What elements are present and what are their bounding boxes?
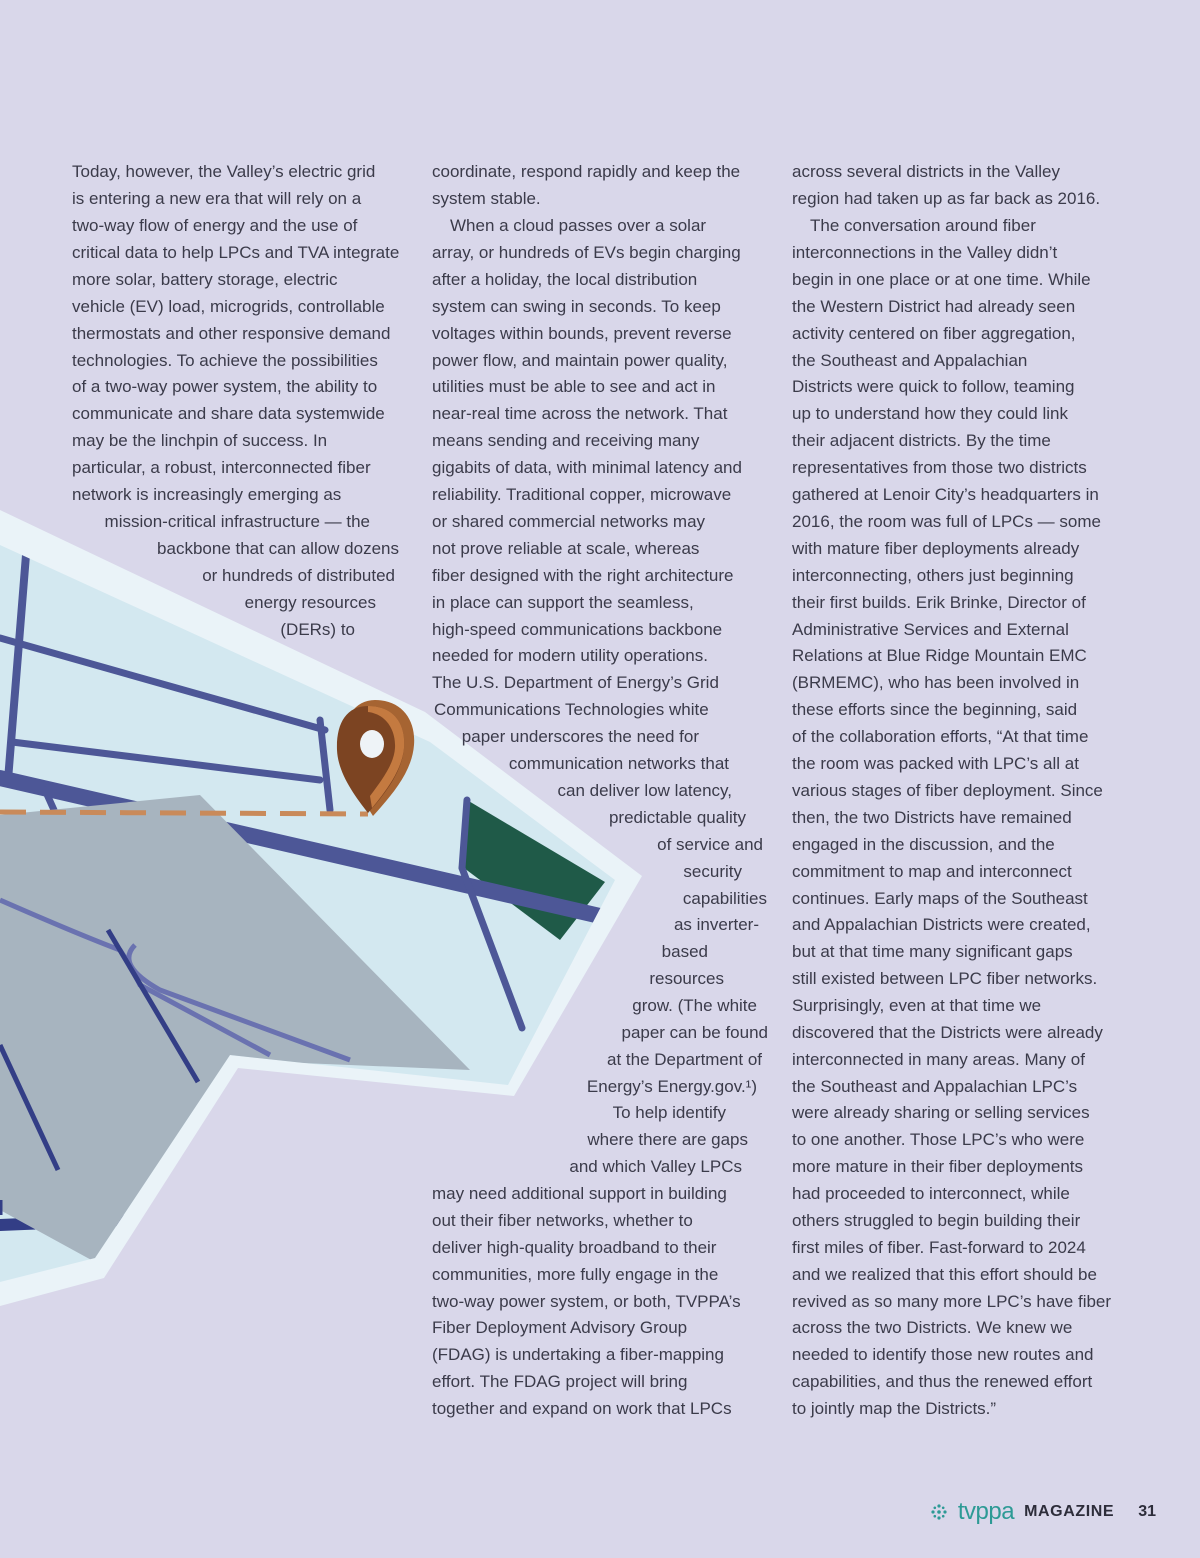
body-line: up to understand how they could link	[792, 404, 1068, 423]
body-line: 2016, the room was full of LPCs — some	[792, 512, 1101, 531]
body-line: system stable.	[432, 189, 541, 208]
body-line: communication networks that	[508, 754, 729, 773]
body-line: the room was packed with LPC’s all at	[792, 754, 1079, 773]
body-line: The U.S. Department of Energy’s Grid	[432, 673, 719, 692]
body-line: had proceeded to interconnect, while	[792, 1184, 1070, 1203]
body-line: the Southeast and Appalachian LPC’s	[792, 1077, 1078, 1096]
body-line: paper underscores the need for	[461, 727, 699, 746]
body-line: capabilities	[682, 889, 767, 908]
body-line: critical data to help LPCs and TVA integrate	[72, 243, 400, 262]
body-line: high-speed communications backbone	[432, 620, 723, 639]
body-line: (FDAG) is undertaking a fiber-mapping	[432, 1345, 724, 1364]
body-line: and which Valley LPCs	[569, 1157, 742, 1176]
body-line: Fiber Deployment Advisory Group	[432, 1318, 688, 1337]
body-line: resources	[649, 969, 724, 988]
body-line: interconnected in many areas. Many of	[792, 1050, 1085, 1069]
body-line: power flow, and maintain power quality,	[432, 351, 728, 370]
page-footer	[930, 1500, 1156, 1524]
body-line: Districts were quick to follow, teaming	[792, 377, 1075, 396]
body-line: utilities must be able to see and act in	[432, 377, 716, 396]
body-line: Energy’s Energy.gov.¹)	[586, 1077, 757, 1096]
body-line: technologies. To achieve the possibilities	[72, 351, 378, 370]
body-line: of a two-way power system, the ability to	[72, 377, 378, 396]
body-line: reliability. Traditional copper, microwave	[432, 485, 732, 504]
body-line: paper can be found	[621, 1023, 768, 1042]
body-line: system can swing in seconds. To keep	[432, 297, 721, 316]
body-line: begin in one place or at one time. While	[792, 270, 1091, 289]
body-line: is entering a new era that will rely on a	[72, 189, 362, 208]
body-line: vehicle (EV) load, microgrids, controllable	[72, 297, 385, 316]
body-line: means sending and receiving many	[432, 431, 700, 450]
body-line: their first builds. Erik Brinke, Director of	[792, 593, 1086, 612]
body-line: in place can support the seamless,	[432, 593, 694, 612]
body-line: not prove reliable at scale, whereas	[432, 539, 700, 558]
page-number: 31	[1138, 1503, 1156, 1520]
body-line: where there are gaps	[587, 1130, 748, 1149]
body-line: coordinate, respond rapidly and keep the	[432, 162, 741, 181]
body-line: or hundreds of distributed	[202, 566, 395, 585]
body-line: were already sharing or selling services	[792, 1103, 1090, 1122]
body-line: communities, more fully engage in the	[432, 1265, 719, 1284]
body-line: two-way power system, or both, TVPPA’s	[432, 1292, 741, 1311]
body-line: grow. (The white	[632, 996, 757, 1015]
body-line: first miles of fiber. Fast-forward to 2024	[792, 1238, 1086, 1257]
body-line: based	[661, 942, 708, 961]
body-line: backbone that can allow dozens	[157, 539, 399, 558]
body-line: needed for modern utility operations.	[432, 646, 708, 665]
body-line: security	[683, 862, 742, 881]
body-line: these efforts since the beginning, said	[792, 700, 1078, 719]
body-line: continues. Early maps of the Southeast	[792, 889, 1088, 908]
body-line: voltages within bounds, prevent reverse	[432, 324, 732, 343]
body-line: predictable quality	[608, 808, 746, 827]
body-line: capabilities, and thus the renewed effort	[792, 1372, 1093, 1391]
body-line: out their fiber networks, whether to	[432, 1211, 693, 1230]
body-line: various stages of fiber deployment. Since	[792, 781, 1103, 800]
body-line: mission-critical infrastructure — the	[104, 512, 370, 531]
body-line: Communications Technologies white	[434, 700, 709, 719]
body-line: may be the linchpin of success. In	[72, 431, 328, 450]
body-line: gathered at Lenoir City’s headquarters in	[792, 485, 1099, 504]
body-line: then, the two Districts have remained	[792, 808, 1072, 827]
body-line: others struggled to begin building their	[792, 1211, 1081, 1230]
body-line: needed to identify those new routes and	[792, 1345, 1094, 1364]
body-line: communicate and share data systemwide	[72, 404, 385, 423]
body-line: near-real time across the network. That	[432, 404, 728, 423]
body-line: the Western District had already seen	[792, 297, 1076, 316]
body-line: gigabits of data, with minimal latency and	[432, 458, 742, 477]
body-line: across several districts in the Valley	[792, 162, 1061, 181]
body-line: energy resources	[244, 593, 376, 612]
body-line: To help identify	[612, 1103, 726, 1122]
body-line: as inverter-	[673, 915, 759, 934]
body-line: array, or hundreds of EVs begin charging	[432, 243, 741, 262]
body-line: at the Department of	[607, 1050, 762, 1069]
body-line: thermostats and other responsive demand	[72, 324, 391, 343]
body-line: particular, a robust, interconnected fiber	[72, 458, 371, 477]
body-line: The conversation around fiber	[810, 216, 1036, 235]
body-line: interconnections in the Valley didn’t	[792, 243, 1058, 262]
body-line: (DERs) to	[280, 620, 355, 639]
body-line: deliver high-quality broadband to their	[432, 1238, 717, 1257]
body-line: across the two Districts. We knew we	[792, 1318, 1073, 1337]
body-line: (BRMEMC), who has been involved in	[792, 673, 1080, 692]
body-line: Relations at Blue Ridge Mountain EMC	[792, 646, 1087, 665]
body-line: Surprisingly, even at that time we	[792, 996, 1042, 1015]
body-line: can deliver low latency,	[557, 781, 732, 800]
body-line: the Southeast and Appalachian	[792, 351, 1028, 370]
body-line: effort. The FDAG project will bring	[432, 1372, 688, 1391]
tvppa-logo-icon	[930, 1503, 948, 1521]
body-line: of service and	[657, 835, 763, 854]
body-line: may need additional support in building	[432, 1184, 727, 1203]
body-line: discovered that the Districts were already	[792, 1023, 1103, 1042]
body-line: still existed between LPC fiber networks.	[792, 969, 1098, 988]
body-line: representatives from those two districts	[792, 458, 1087, 477]
body-line: Administrative Services and External	[792, 620, 1069, 639]
body-line: activity centered on fiber aggregation,	[792, 324, 1076, 343]
body-line: or shared commercial networks may	[432, 512, 706, 531]
body-line: with mature fiber deployments already	[792, 539, 1080, 558]
body-line: fiber designed with the right architecture	[432, 566, 734, 585]
body-line: after a holiday, the local distribution	[432, 270, 698, 289]
body-line: more mature in their fiber deployments	[792, 1157, 1084, 1176]
body-line: network is increasingly emerging as	[72, 485, 342, 504]
body-line: their adjacent districts. By the time	[792, 431, 1051, 450]
body-line: to one another. Those LPC’s who were	[792, 1130, 1085, 1149]
body-line: more solar, battery storage, electric	[72, 270, 338, 289]
tvppa-logo-text: tvppa	[957, 1498, 1015, 1525]
body-line: two-way flow of energy and the use of	[72, 216, 358, 235]
body-line: When a cloud passes over a solar	[450, 216, 707, 235]
body-line: but at that time many significant gaps	[792, 942, 1073, 961]
body-line: region had taken up as far back as 2016.	[792, 189, 1101, 208]
body-line: engaged in the discussion, and the	[792, 835, 1055, 854]
body-line: commitment to map and interconnect	[792, 862, 1072, 881]
body-line: of the collaboration efforts, “At that time	[792, 727, 1089, 746]
magazine-label: MAGAZINE	[1024, 1503, 1115, 1520]
body-line: together and expand on work that LPCs	[432, 1399, 732, 1418]
body-line: and we realized that this effort should be	[792, 1265, 1097, 1284]
body-line: interconnecting, others just beginning	[792, 566, 1074, 585]
body-line: Today, however, the Valley’s electric grid	[72, 162, 376, 181]
body-line: revived as so many more LPC’s have fiber	[792, 1292, 1112, 1311]
body-line: and Appalachian Districts were created,	[792, 915, 1091, 934]
body-line: to jointly map the Districts.”	[792, 1399, 997, 1418]
